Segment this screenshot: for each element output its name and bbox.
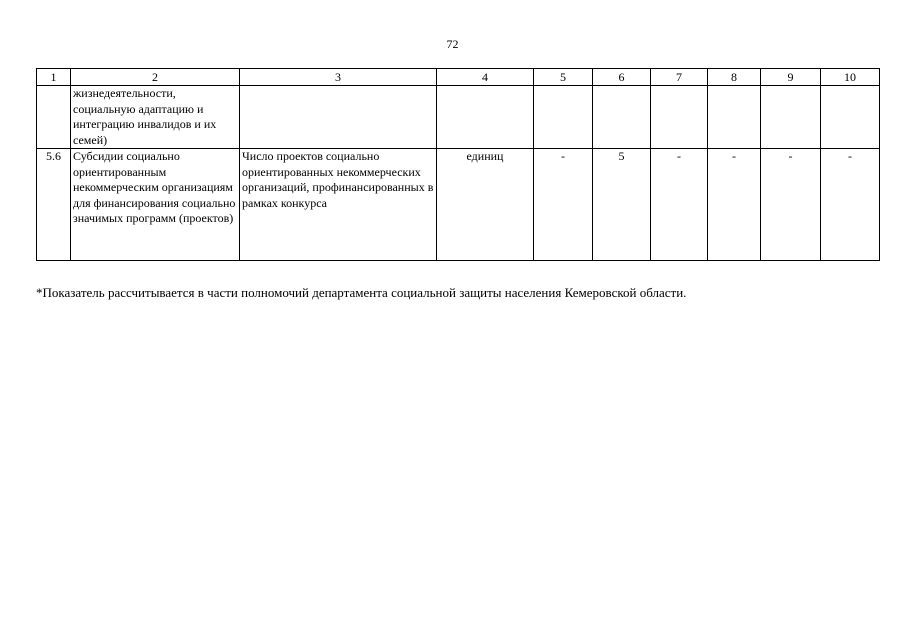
- column-header-5: 5: [534, 69, 593, 86]
- value-cell-5: [534, 86, 593, 149]
- column-header-1: 1: [37, 69, 71, 86]
- value-cell-8: -: [708, 149, 761, 261]
- value-cell-10: [821, 86, 880, 149]
- value-cell-6: 5: [593, 149, 651, 261]
- value-cell-9: -: [761, 149, 821, 261]
- indicators-table: [36, 68, 880, 261]
- column-header-7: 7: [651, 69, 708, 86]
- value-cell-6: [593, 86, 651, 149]
- column-header-3: 3: [240, 69, 437, 86]
- measure-name-cell: жизнедеятельности, социальную адаптацию и интеграцию инвалидов и их семей): [71, 86, 240, 149]
- indicator-name-cell: [240, 86, 437, 149]
- value-cell-8: [708, 86, 761, 149]
- value-cell-9: [761, 86, 821, 149]
- column-header-6: 6: [593, 69, 651, 86]
- indicator-name-cell: Число проектов социально ориентированных некоммерческих организаций, профинансированных в рамках конкурса: [240, 149, 437, 261]
- row-number-cell: 5.6: [37, 149, 71, 261]
- page-number: 72: [446, 37, 459, 51]
- value-cell-7: -: [651, 149, 708, 261]
- column-header-2: 2: [71, 69, 240, 86]
- value-cell-7: [651, 86, 708, 149]
- table-row: [37, 149, 880, 261]
- unit-cell: [437, 86, 534, 149]
- value-cell-5: -: [534, 149, 593, 261]
- column-header-8: 8: [708, 69, 761, 86]
- column-header-10: 10: [821, 69, 880, 86]
- table-header-row: [37, 69, 880, 86]
- value-cell-10: -: [821, 149, 880, 261]
- measure-name-cell: Субсидии социально ориентированным некоммерческим организациям для финансирования социально значимых программ (проектов): [71, 149, 240, 261]
- table-row: [37, 86, 880, 149]
- row-number-cell: [37, 86, 71, 149]
- column-header-4: 4: [437, 69, 534, 86]
- footnote: *Показатель рассчитывается в части полномочий департамента социальной защиты населения Кемеровской области.: [36, 285, 687, 300]
- unit-cell: единиц: [437, 149, 534, 261]
- column-header-9: 9: [761, 69, 821, 86]
